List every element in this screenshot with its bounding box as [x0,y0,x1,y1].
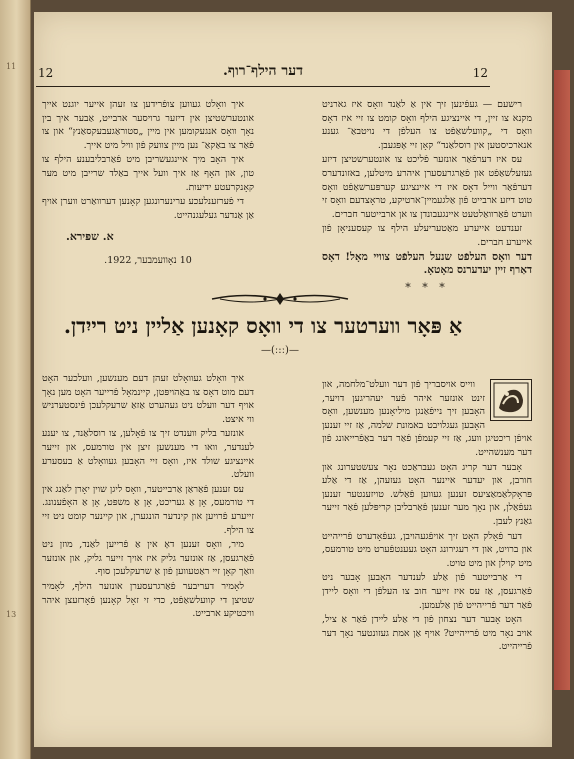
paragraph: איך וואָלט געוואָלט זעהן דעם מענשען, וועלכער האָט דעם מוט דאָס צו באַהויפּטן, קיינמאָל פֿרייער האָט מען נאָך אויף דער וועלט ניט געהערט אַזאַ שרעקלעכן פֿינסטערניש ווי איצט. [42,373,254,425]
paragraph: זענדעט אייערע מאַטעריעלע הילף צו קעסעניאָן פֿון אייערע חברים. [322,223,532,248]
paragraph: לאָמיר דעריבער פֿאַרגרעסערן אונזער הילף, לאָמיר שטיצן די קוועלשאַפֿט, כדי זי זאָל קאָנען פֿאָרזעצן איהר וויכטיקע ארבייט. [42,580,254,620]
top-right-column [322,98,532,294]
binding-red-strip [554,70,570,690]
binding-mark-bottom: 13 [6,610,17,619]
binding-edge [0,0,31,759]
paragraph: עס איז דערפֿאַר אונזער פֿליכט צו אונטערשטיצן דיזע געזעלשאַפֿט און פֿאַרגרעסערן איהרע מיטלען, באזונדערס דערפֿאַר ווייל דאָס איז די איינציגע קערפּערשאַפֿט וואָס טוט דיזע ארבייט פֿון אַלגעמיין־ארטיקע, טראָצדעם וואָס זי ווערט פֿאַרוואַלטעט איינגעבונדן צו אן ארבייטער חברים. [322,154,532,220]
bottom-right-column [322,378,532,655]
paragraph: די פֿערזענלעכע ערינערונגען קאָנען דערוואַרט ווערן אויף אַן אַנדער געלעגנהייט. [42,196,254,221]
bottom-left-column [42,372,254,622]
paragraph: מיר, וואָס זענען דאָ אין אַ פֿרייען לאַנד, מוזן ניט פֿאַרגעסן, אַז אונזער גליק איז אויך זייער גליק, און אונזער וואַך קאָן זיי ראַטעווען פֿון אַ שרעקלעכן סוף. [42,539,254,578]
paragraph: דער פֿאָלק האָט זיך אויפֿגעהויבן, געפֿאָדערט פֿרייהייט און ברויט, און די רעגירונג האָט געענטפֿערט מיט טורמעס, מיט קוילן און מיט טויט. [322,530,532,569]
paragraph: אָבער דער קריג האָט געבראַכט נאָר צעשטערונג און חורבן, און יעדער איינער האָט געזעהן, אַז די אַלע פּראָקלאַמאַציעס זענען געווען פֿאַלש. טויזענטער זענען געפֿאַלן, און נאָך מער זענען פֿאַרבליבן קריפּלען פֿאַר זייער גאַנץ לעבן. [322,461,532,527]
headline-ornament: —(ː:ː)— [261,345,299,356]
page-number-left: 12 [38,66,54,80]
paragraph: עס זענען פֿאַראַן אַרבייטער, וואָס ליגן שוין יאָרן לאַנג אין די טורמעס, אָן אַ געריכט, אָן אַ משפּט, אָן אַ האָפֿענונג. זייערע פֿרויען און קינדער הונגערן, און קיינער קומט ניט זיי צו הילף. [42,483,254,536]
binding-mark-top: 11 [6,62,17,71]
closing-motto: דער וואָס העלפֿט שנעל העלפֿט צוויי מאָל! דאָס דאַרף זיין יעדערנס מאָטאָ. [322,250,532,277]
paragraph: איך וואָלט געווען צופֿרידען צו זעהן אייער יוגנט אייך אונטערשטיצן אין דיזער גרויסער ארבייט, אַבער איך בין נאָך וואָס אנגעקומען אין מיין „סטוראַגעבעקסאַנץ“ און צו פֿאַר צו באַקאַ־ נען מיין צוועק פֿון וויל מיט אייך. [42,99,254,151]
page-header [36,58,490,87]
ornamental-divider-icon [210,290,350,308]
ornamental-initial-icon [490,379,532,421]
paragraph: ווייס אויסבריך פֿון דער וועלט־מלחמה, און זינט אונזער איהר פֿער יעהריגען דויער, האָבען זיך נייפֿאַנגן מיליאָנען מענשען, וואָס האָבען געגלויבט באמונת שלמה, אַז זיי זענען אויפֿן ריכטיגן וועג, אַז זיי קעמפֿן פֿאַר דער באַפֿרייאונג פֿון דער מענשהייט. [322,379,532,458]
paragraph: האָט אָבער דער נצחון פֿון די אַלע ליידן פֿאַר אַ ציל, אויב נאָר מיט פֿרייהייט? אויף אַן אמת געזונטער נאָך דער פֿרייהייט. [322,614,532,653]
paragraph: די אַרבייטער פֿון אַלע לענדער האָבען אָבער ניט פֿאַרגעסן, אַז עס איז זייער חוב צו העלפֿן די וואָס ליידן פֿאַר דער פֿרייהייט פֿון אַלעמען. [322,572,532,611]
article-headline: אַ פּאָר ווערטער צו די וואָס קאָנען אַליין ניט רייִדן. [63,314,463,338]
page-title: דער הילף־רוף. [223,63,303,79]
paragraph: איך האָב מיך איינגעשריבן מיט פֿאַרבליבענע הילף צו טון, און האָף אַז איך וועל אייך באַלד שרייבן מיט מער קאָנקרעטע ידיעות. [42,154,254,193]
paragraph: רישעם — געפֿינען זיך אין אַ לאַנד וואָס איז גארניט מקנא צו זיין, די איינציגע הילף וואָס קומט צו זיי איז דאָס וואָס די „קוועלשאַפֿט צו העלפֿן די נויטבאַ־ גענע אנארכיסטען אין רוסלאַנד“ קאָן זיי אָפּגעבן. [322,99,532,151]
section-stars: * * * [405,280,449,294]
page-number-right: 12 [472,66,488,80]
author-signature: א. שפּירא. [66,230,114,244]
top-left-column [42,98,254,268]
paragraph: אונזער בליק ווענדט זיך צו פֿאָלען, צו רוסלאַנד, צו יענע לענדער, וואו די מענשען זיצן אין טורמעס, און זייער איינציגע שולד איז, וואָס זיי האָבען געוואָלט אַ בעסערע וועלט. [42,428,254,481]
dateline: 10 נאָוועמבער, 1922. [104,254,192,266]
